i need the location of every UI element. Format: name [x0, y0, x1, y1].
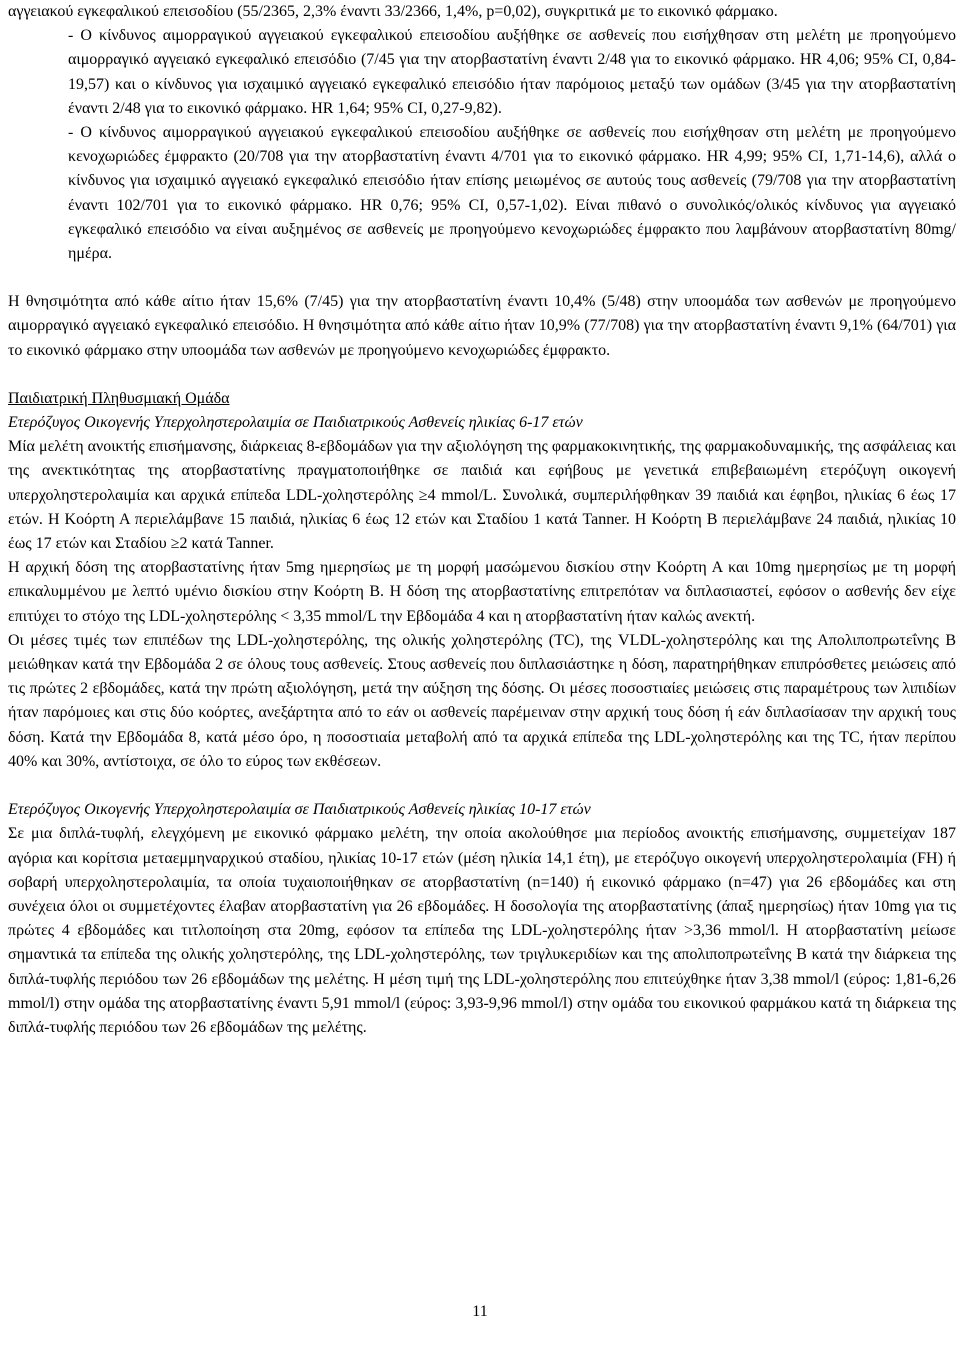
- spacer: [8, 363, 956, 387]
- subheading-ages-10-17: Ετερόζυγος Οικογενής Υπερχοληστερολαιμία σε Παιδιατρικούς Ασθενείς ηλικίας 10-17 ετών: [8, 801, 591, 819]
- paragraph-study-6-17-design: Μία μελέτη ανοικτής επισήμανσης, διάρκειας 8-εβδομάδων για την αξιολόγηση της φαρμακοκινητικής, της φαρμακοδυναμικής, της ασφάλειας και της ανεκτικότητας της ατορβαστατίνης πραγματοποιήθηκε σε παιδιά και εφήβους με γενετικά επιβεβαιωμένη ετερόζυγη οικογενή υπερχοληστερολαιμία και αρχικά επίπεδα LDL-χοληστερόλης ≥4 mmol/L. Συνολικά, συμπεριλήφθηκαν 39 παιδιά και έφηβοι, ηλικίας 6 έως 17 ετών. Η Κοόρτη Α περιελάμβανε 15 παιδιά, ηλικίας 6 έως 12 ετών και Σταδίου 1 κατά Tanner. Η Κοόρτη Β περιελάμβανε 24 παιδιά, ηλικίας 10 έως 17 ετών και Σταδίου ≥2 κατά Tanner.: [8, 438, 956, 553]
- paragraph-hemorrhagic-stroke: - Ο κίνδυνος αιμορραγικού αγγειακού εγκεφαλικού επεισοδίου αυξήθηκε σε ασθενείς που εισήχθησαν στη μελέτη με προηγούμενο αιμορραγικό αγγειακό εγκεφαλικό επεισόδιο (7/45 για την ατορβαστατίνη έναντι 2/48 για το εικονικό φάρμακο. HR 4,06; 95% CI, 0,84-19,57) και ο κίνδυνος για ισχαιμικό αγγειακό εγκεφαλικό επεισόδιο ήταν παρόμοιος μεταξύ των ομάδων (3/45 για την ατορβαστατίνη έναντι 2/48 για το εικονικό φάρμακο. HR 1,64; 95% CI, 0,27-9,82).: [68, 27, 956, 117]
- paragraph-mortality: Η θνησιμότητα από κάθε αίτιο ήταν 15,6% (7/45) για την ατορβαστατίνη έναντι 10,4% (5/48) στην υποομάδα των ασθενών με προηγούμενο αιμορραγικό αγγειακό εγκεφαλικό επεισόδιο. Η θνησιμότητα από κάθε αίτιο ήταν 10,9% (77/708) για την ατορβαστατίνη έναντι 9,1% (64/701) για το εικονικό φάρμακο στην υποομάδα των ασθενών με προηγούμενο κενοχωριώδες έμφρακτο.: [8, 293, 956, 359]
- page-number: 11: [472, 1303, 488, 1320]
- section-heading-pediatric: Παιδιατρική Πληθυσμιακή Ομάδα: [8, 389, 230, 407]
- paragraph-continuation: αγγειακού εγκεφαλικού επεισοδίου (55/2365, 2,3% έναντι 33/2366, 1,4%, p=0,02), συγκριτικά με το εικονικό φάρμακο.: [8, 3, 778, 20]
- paragraph-study-6-17-dosing: Η αρχική δόση της ατορβαστατίνης ήταν 5mg ημερησίως με τη μορφή μασώμενου δισκίου στην Κοόρτη Α και 10mg ημερησίως με τη μορφή επικαλυμμένου με λεπτό υμένιο δισκίου στην Κοόρτη Β. Η δόση της ατορβαστατίνης επιτρεπόταν να διπλασιαστεί, εφόσον ο ασθενής δεν είχε επιτύχει το στόχο της LDL-χοληστερόλης < 3,35 mmol/L την Εβδομάδα 4 και η ατορβαστατίνη ήταν καλώς ανεκτή.: [8, 559, 956, 625]
- subheading-ages-6-17: Ετερόζυγος Οικογενής Υπερχοληστερολαιμία σε Παιδιατρικούς Ασθενείς ηλικίας 6-17 ετών: [8, 414, 583, 432]
- spacer: [8, 266, 956, 290]
- paragraph-study-6-17-results: Οι μέσες τιμές των επιπέδων της LDL-χοληστερόλης, της ολικής χοληστερόλης (TC), της VLDL-χοληστερόλης και της Απολιποπρωτεΐνης Β μειώθηκαν κατά την Εβδομάδα 2 σε όλους τους ασθενείς. Στους ασθενείς που διπλασιάστηκε η δόση, παρατηρήθηκαν επιπρόσθετες μειώσεις από τις πρώτες 2 εβδομάδες, κατά την πρώτη αξιολόγηση, μετά την αύξηση της δόσης. Οι μέσες ποσοστιαίες μειώσεις στις παραμέτρους των λιπιδίων ήταν παρόμοιες και στις δύο κοόρτες, ανεξάρτητα από το εάν οι ασθενείς παρέμειναν στην αρχική τους δόση ή εάν διπλασίασαν την αρχική τους δόση. Κατά την Εβδομάδα 8, κατά μέσο όρο, η ποσοστιαία μεταβολή από τα αρχικά επίπεδα της LDL-χοληστερόλης και της TC, ήταν περίπου 40% και 30%, αντίστοιχα, σε όλο το εύρος των εκθέσεων.: [8, 631, 956, 770]
- spacer: [8, 774, 956, 798]
- paragraph-lacunar-infarct: - Ο κίνδυνος αιμορραγικού αγγειακού εγκεφαλικού επεισοδίου αυξήθηκε σε ασθενείς που εισήχθησαν στη μελέτη με προηγούμενο κενοχωριώδες έμφρακτο (20/708 για την ατορβαστατίνη έναντι 4/701 για το εικονικό φάρμακο. HR 4,99; 95% CI, 1,71-14,6), αλλά ο κίνδυνος για ισχαιμικό αγγειακό εγκεφαλικό επεισόδιο ήταν επίσης μειωμένος σε αυτούς τους ασθενείς (79/708 για την ατορβαστατίνη έναντι 102/701 για το εικονικό φάρμακο. HR 0,76; 95% CI, 0,57-1,02). Είναι πιθανό ο συνολικός/ολικός κίνδυνος για αγγειακό εγκεφαλικό επεισόδιο να είναι αυξημένος σε ασθενείς με προηγούμενο κενοχωριώδες έμφρακτο που λαμβάνουν ατορβαστατίνη 80mg/ημέρα.: [68, 124, 956, 263]
- paragraph-study-10-17: Σε μια διπλά-τυφλή, ελεγχόμενη με εικονικό φάρμακο μελέτη, την οποία ακολούθησε μια περίοδος ανοικτής επισήμανσης, συμμετείχαν 187 αγόρια και κορίτσια μεταεμμηναρχικού σταδίου, ηλικίας 10-17 ετών (μέση ηλικία 14,1 έτη), με ετερόζυγο οικογενή υπερχοληστερολαιμία (FH) ή σοβαρή υπερχοληστερολαιμία, τα οποία τυχαιοποιήθηκαν σε ατορβαστατίνη (n=140) ή εικονικό φάρμακο (n=47) για 26 εβδομάδες και στη συνέχεια όλοι οι συμμετέχοντες έλαβαν ατορβαστατίνη για 26 εβδομάδες. Η δοσολογία της ατορβαστατίνης (άπαξ ημερησίως) ήταν 10mg για τις πρώτες 4 εβδομάδες και τιτλοποίηση στα 20mg, εφόσον τα επίπεδα της LDL-χοληστερόλης ήταν >3,36 mmol/l. Η ατορβαστατίνη μείωσε σημαντικά τα επίπεδα της ολικής χοληστερόλης, της LDL-χοληστερόλης, των τριγλυκεριδίων και της απολιποπρωτεΐνης Β κατά την διάρκεια της διπλά-τυφλής περιόδου των 26 εβδομάδων της μελέτης. Η μέση τιμή της LDL-χοληστερόλης που επιτεύχθηκε ήταν 3,38 mmol/l (εύρος: 1,81-6,26 mmol/l) στην ομάδα της ατορβαστατίνης έναντι 5,91 mmol/l (εύρος: 3,93-9,96 mmol/l) στην ομάδα του εικονικού φαρμάκου κατά τη διάρκεια της διπλά-τυφλής περιόδου των 26 εβδομάδων της μελέτης.: [8, 825, 956, 1036]
